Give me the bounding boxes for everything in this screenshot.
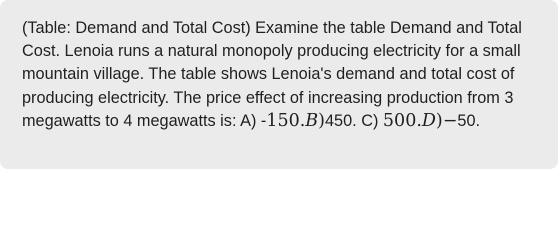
math-letter-b: B: [305, 110, 319, 131]
option-b-value: 450. C): [325, 111, 383, 130]
math-letter-d: D: [421, 110, 436, 131]
question-intro: (Table: Demand and Total Cost) Examine the table Demand and Total Cost. Lenoia runs a natural monopoly producing electricity for a small mountain village. The table shows Lenoia's demand and total cost of producing electricity. The price effect of increasing production from 3 megawatts to 4 megawatts is: A) -: [22, 19, 522, 130]
math-paren-minus-d: )−: [435, 110, 458, 131]
rendered-math-option-c-d: [383, 111, 458, 131]
rendered-math-option-a-b: [266, 111, 325, 131]
option-d-value: 50.: [457, 111, 481, 130]
math-number-500: 500.: [382, 110, 422, 131]
question-text: [22, 17, 544, 133]
math-paren-b: ): [318, 110, 325, 131]
math-number-150: 150.: [266, 110, 306, 131]
